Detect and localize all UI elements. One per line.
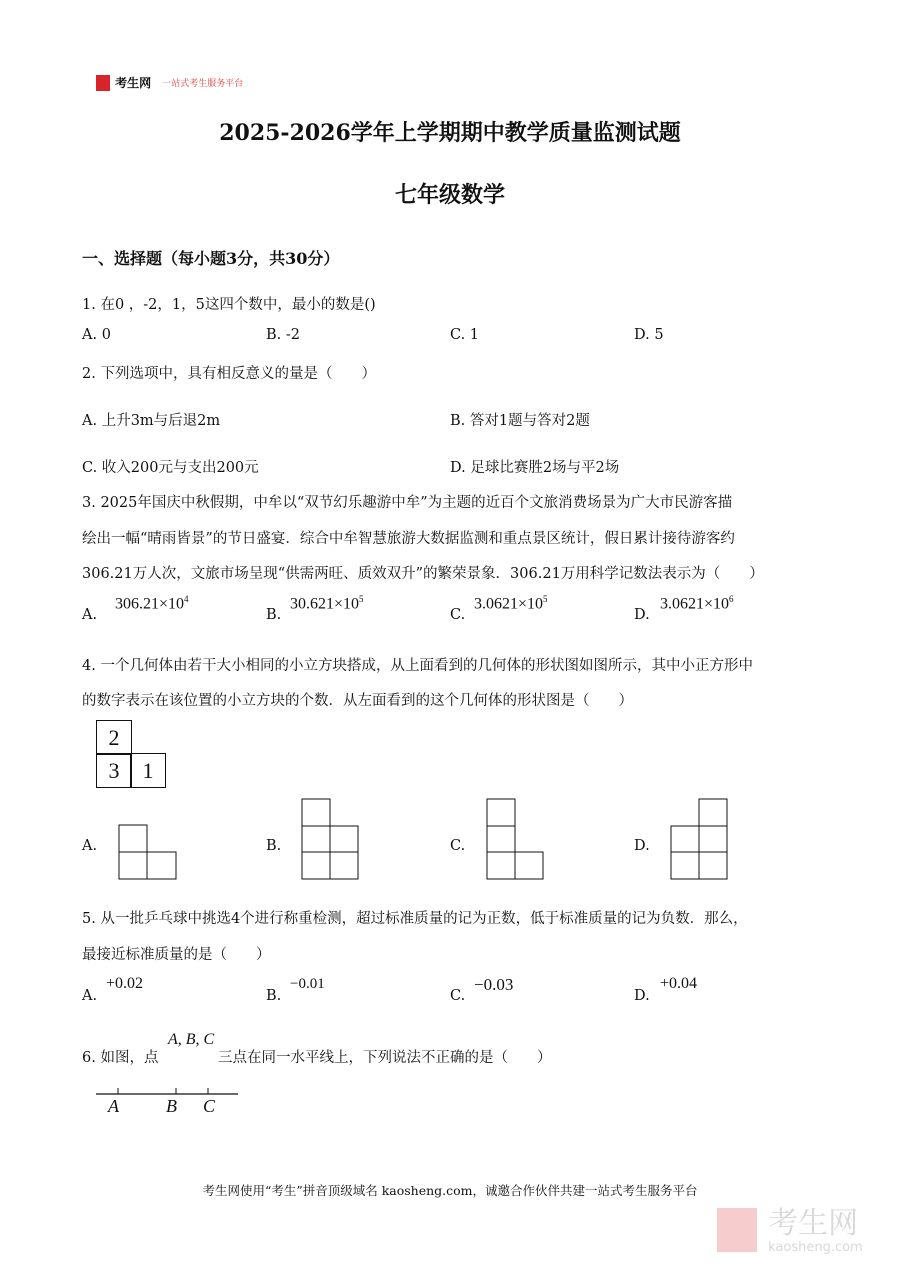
q3-option-c-label: C. xyxy=(450,607,466,623)
q3-option-a: $306.21\times 10^4$ xyxy=(115,594,189,613)
q4-option-d-label: D. xyxy=(634,838,650,854)
q4-option-c-label: C. xyxy=(450,838,466,854)
q3-option-d-label: D. xyxy=(634,607,650,623)
q3-line: 绘出一幅“晴雨皆景”的节日盛宴．综合中牟智慧旅游大数据监测和重点景区统计，假日累计接待游客约 xyxy=(82,531,735,547)
q2-option-a: A. 上升3m与后退2m xyxy=(82,413,221,429)
q3-option-c: $3.0621\times 10^5$ xyxy=(474,594,548,613)
page-subtitle: 七年级数学 xyxy=(394,182,505,208)
q4-line: 4. 一个几何体由若干大小相同的小立方块搭成，从上面看到的几何体的形状图如图所示，其中小正方形中 xyxy=(82,658,753,674)
figure-a xyxy=(119,825,176,879)
page-title: 2025-2026学年上学期期中教学质量监测试题 xyxy=(219,120,681,146)
q3-option-a-label: A. xyxy=(82,607,98,623)
figure-b xyxy=(302,799,358,879)
q3-option-d: $3.0621\times 10^6$ xyxy=(660,594,734,613)
q5-option-c-label: C. xyxy=(450,988,466,1004)
footer-text: 考生网使用“考生”拼音顶级域名 kaosheng.com，诚邀合作伙伴共建一站式考生服务平台 xyxy=(202,1183,698,1198)
q5-option-b: −0.01 xyxy=(290,976,325,992)
q5-option-c: −0.03 xyxy=(474,975,514,994)
q4-line: 的数字表示在该位置的小立方块的个数．从左面看到的这个几何体的形状图是（ ） xyxy=(82,693,633,709)
q6-points: A, B, C xyxy=(168,1031,215,1048)
q5-option-a-label: A. xyxy=(82,988,98,1004)
q4-option-a-label: A. xyxy=(82,838,98,854)
q3-line: 306.21万人次，文旅市场呈现“供需两旺、质效双升”的繁荣景象．306.21万用科学记数法表示为（ ） xyxy=(82,566,764,582)
grid-cell: 3 xyxy=(96,753,132,788)
q3-option-b-label: B. xyxy=(266,607,282,623)
watermark-icon xyxy=(717,1208,757,1252)
q5-option-b-label: B. xyxy=(266,988,282,1004)
watermark-logo: 考生网 kaosheng.com xyxy=(717,1208,863,1255)
point-a-label: A xyxy=(108,1096,119,1116)
q2-option-b: B. 答对1题与答对2题 xyxy=(450,413,590,429)
q1-option-b: B. -2 xyxy=(266,327,300,343)
q5-line: 最接近标准质量的是（ ） xyxy=(82,947,271,963)
q6-stem-post: 三点在同一水平线上，下列说法不正确的是（ ） xyxy=(218,1050,552,1066)
q5-option-d-label: D. xyxy=(634,988,650,1004)
figure-c xyxy=(487,799,543,879)
q1-option-d: D. 5 xyxy=(634,327,664,343)
q5-option-d: +0.04 xyxy=(660,975,698,992)
q3-option-b: $30.621\times 10^5$ xyxy=(290,594,364,613)
section-heading: 一、选择题（每小题3分，共30分） xyxy=(82,249,340,268)
logo-text: 考生网 xyxy=(115,76,152,90)
q2-option-d: D. 足球比赛胜2场与平2场 xyxy=(450,460,620,476)
q2-option-c: C. 收入200元与支出200元 xyxy=(82,460,259,476)
q4-option-b-label: B. xyxy=(266,838,282,854)
point-c-label: C xyxy=(203,1096,216,1116)
grid-cell: 2 xyxy=(96,720,132,755)
grid-cell: 1 xyxy=(130,753,166,788)
point-b-label: B xyxy=(166,1096,177,1116)
q2-stem: 2. 下列选项中，具有相反意义的量是（ ） xyxy=(82,366,376,382)
q5-option-a: +0.02 xyxy=(106,975,144,992)
q1-option-a: A. 0 xyxy=(82,327,111,343)
q5-line: 5. 从一批乒乓球中挑选4个进行称重检测，超过标准质量的记为正数，低于标准质量的记为负数．那么， xyxy=(82,911,748,927)
q6-stem-pre: 6. 如图，点 xyxy=(82,1050,159,1066)
q1-option-c: C. 1 xyxy=(450,327,480,343)
q1-stem: 1. 在0 ，-2，1，5这四个数中，最小的数是() xyxy=(82,297,376,313)
slogan: 一站式考生服务平台 xyxy=(162,79,244,89)
q3-line: 3. 2025年国庆中秋假期，中牟以“双节幻乐趣游中牟”为主题的近百个文旅消费场景为广大市民游客描 xyxy=(82,495,733,511)
figure-d xyxy=(671,799,727,879)
